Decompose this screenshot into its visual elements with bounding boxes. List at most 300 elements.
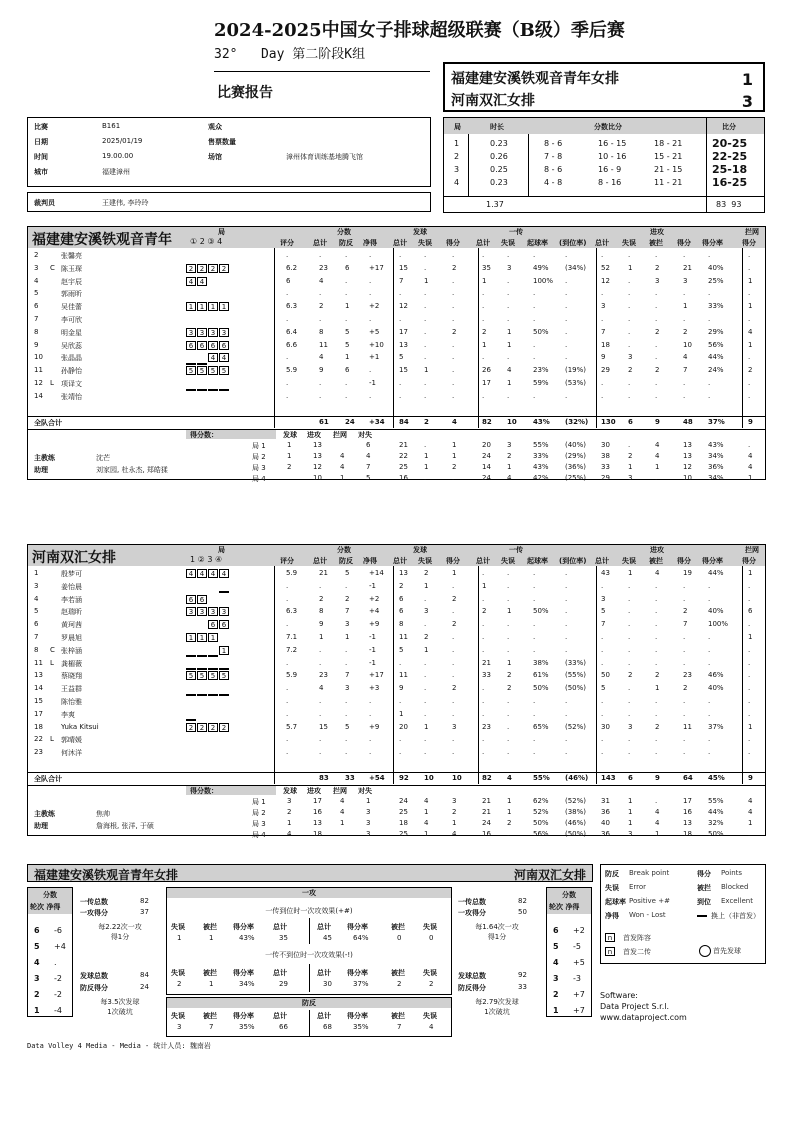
stat-value: . [369,276,372,285]
by-set-serve: 2 [287,808,292,816]
player-name: 吴佳蕾 [61,303,82,312]
stat-value: . [345,379,348,387]
start-position: 5 [208,671,218,680]
set-partial-16: 10 - 16 [598,152,627,161]
total-value: 9 [748,417,753,426]
away-def-pts: 33 [518,983,527,991]
sub-marker [219,694,229,696]
player-number: 4 [34,276,39,285]
by-set-value: 4 [424,819,429,827]
by-set-value: 36% [708,462,724,471]
rotation-number: 6 [34,926,40,935]
legend-desc: Excellent [721,897,753,905]
stat-value: 19 [683,569,692,577]
sub-marker [186,389,196,391]
by-set-value: 1 [628,819,633,827]
stat-value: . [748,391,751,400]
stat-value: 18 [601,340,610,349]
set-partial-21: 15 - 21 [654,152,683,161]
player-role: L [50,658,54,667]
col-head: 总计 [313,239,327,247]
stat-value: . [533,697,536,705]
audience-label: 观众 [208,123,222,131]
group-serve: 发球 [413,228,427,236]
attack-value: 0 [397,934,402,942]
stat-value: 2 [748,366,753,375]
legend-desc: Blocked [721,883,749,891]
rotation-number: 3 [553,974,559,983]
stat-value: . [565,289,568,298]
stat-value: 2 [319,594,324,603]
stat-value: . [565,276,568,285]
stat-value: 2 [452,620,457,629]
coach-label: 主教练 [34,453,55,462]
stat-value: . [683,289,686,298]
defense-head: 失误 [171,1012,185,1020]
by-set-value: 1 [628,808,633,816]
stat-value: . [319,645,322,654]
stat-value: . [424,735,427,744]
stat-value: 1 [482,581,487,590]
set-duration: 0.23 [490,178,508,187]
stat-value: 50% [533,607,549,616]
stat-value: . [565,735,568,744]
set-score: 22-25 [712,150,748,163]
col-head: 起球率 [527,557,548,565]
stat-value: . [452,340,455,349]
player-name: 项译文 [61,380,82,388]
player-name: Yuka Kitsui [61,722,99,731]
stat-value: 9 [601,353,606,362]
by-set-opp-err: 5 [366,473,371,482]
stat-value: . [601,709,604,718]
sub-marker [208,668,218,670]
by-set-value: 14 [482,462,491,471]
col-separator [742,248,743,428]
player-role: L [50,735,54,744]
stat-value: -1 [369,645,376,654]
by-set-value: 1 [452,440,457,449]
set-partial-8: 4 - 8 [544,178,563,187]
stat-value: . [319,581,322,590]
stat-value: 26 [482,366,491,375]
player-name: 郭雨昕 [61,290,82,299]
stat-value: . [628,748,631,757]
stat-value: . [452,276,455,285]
set-duration: 0.25 [490,165,508,174]
stat-value: . [748,620,751,629]
stat-value: . [507,251,510,259]
defense-head: 得分率 [233,1012,254,1020]
away-att-pts-label: 一攻得分 [458,909,486,917]
stat-value: . [683,391,686,400]
stat-value: 2 [628,366,633,375]
player-sets [186,723,230,742]
by-set-head: 拦网 [333,787,347,795]
rotation-net: -3 [573,974,581,983]
stat-value: . [452,366,455,375]
sub-marker [219,591,229,593]
stat-value: 21 [319,569,328,577]
report-label: 比赛报告 [217,85,273,101]
col-head: 防反 [339,239,353,247]
start-position: 1 [208,302,218,311]
away-team-name: 河南双汇女排 [451,93,535,109]
by-set-value: 1 [748,819,753,827]
stat-value: . [533,340,536,349]
stat-value: 40% [708,607,724,616]
stat-value: 23% [533,366,549,375]
stat-value: . [507,645,510,654]
time-label: 时间 [34,153,48,161]
stat-value: . [565,607,568,616]
col-head: 总计 [595,557,609,565]
stat-value: 5 [345,327,350,336]
stat-value: . [286,620,289,629]
stat-value: . [507,353,510,362]
stat-value: . [683,709,686,718]
stat-value: 1 [452,569,457,577]
stat-value: 1 [319,633,324,641]
group-attack: 进攻 [650,546,664,554]
stat-value: 6 [345,366,350,375]
stat-value: +9 [369,722,380,731]
by-set-value: (36%) [565,462,587,471]
stat-value: . [345,645,348,654]
stat-value: . [601,379,604,387]
stat-value: . [683,633,686,641]
by-set-value: (40%) [565,440,587,449]
player-name: 罗晨旭 [61,634,82,642]
stat-value: . [286,289,289,298]
stat-value: . [286,353,289,362]
player-name: 李若涵 [61,595,82,604]
by-set-block: 4 [340,451,345,460]
stat-value: . [533,251,536,259]
player-name: 蔡晓翔 [61,672,82,681]
col-head: 得分 [446,239,460,247]
stat-value: . [319,289,322,298]
away-rot-title: 分数 [562,891,576,899]
stat-value: 3 [452,722,457,731]
stat-value: 40% [708,263,724,272]
footer-credit: Data Volley 4 Media - Media - 统计人员: 魏南岩 [27,1042,211,1050]
player-number: 14 [34,684,43,693]
by-set-value: 1 [655,462,660,471]
player-number: 7 [34,315,39,323]
sets-total-points: 83 93 [716,200,742,209]
legend-term: 到位 [697,898,711,906]
by-set-value: . [424,473,427,482]
by-set-value: 13 [683,440,692,449]
stat-value: 2 [655,263,660,272]
attack-head: 失误 [171,969,185,977]
stat-value: . [533,315,536,323]
stat-value: 11 [399,633,408,641]
start-position: 3 [219,607,229,616]
stat-value: 6.4 [286,327,298,336]
stat-value: 7.1 [286,633,298,641]
stat-value: . [424,353,427,362]
stat-value: . [286,391,289,400]
by-set-value: (50%) [565,830,587,838]
legend-term: 得分 [697,870,711,878]
stat-value: . [628,327,631,336]
sets-total-duration: 1.37 [486,200,504,209]
stat-value: . [369,251,372,259]
by-set-value: 1 [628,797,633,805]
stat-value: . [482,391,485,400]
stat-value: +3 [369,684,380,693]
stat-value: . [507,735,510,744]
legend-term: 防反 [605,870,619,878]
by-set-attack: 18 [313,830,322,838]
stat-value: . [655,697,658,705]
start-position: 1 [197,633,207,642]
stat-value: . [424,697,427,705]
total-label: 全队合计 [34,775,62,783]
stat-value: (55%) [565,671,587,680]
home-att-pts: 37 [140,908,149,916]
sub-marker [186,655,196,657]
col-head: 失误 [622,239,636,247]
by-set-block: 1 [340,473,345,482]
by-set-value: 34% [708,451,724,460]
attack-head: 被拦 [391,923,405,931]
city-label: 城市 [34,168,48,176]
stat-value: . [655,251,658,259]
player-name: 张梓涵 [61,646,82,655]
total-value: 43% [533,417,550,426]
stat-value: . [452,735,455,744]
player-number: 8 [34,327,39,336]
page-subtitle: 32° Day 第二阶段K组 [214,47,366,62]
legend-term: 净得 [605,912,619,920]
col-head: 失误 [418,239,432,247]
player-name: 吴欣蕊 [61,341,82,350]
home-rotation-box [27,887,73,1017]
start-position: 2 [219,264,229,273]
col-head: 得分 [742,239,756,247]
stat-value: . [369,366,372,375]
stat-value: . [533,735,536,744]
stat-value: 1 [424,276,429,285]
start-position: 6 [186,595,196,604]
defense-value: 35% [239,1023,255,1031]
rotation-number: 2 [34,990,40,999]
home-rot-title: 分数 [43,891,57,899]
by-set-value: . [424,440,427,449]
by-set-value: 1 [507,808,512,816]
stat-value: . [507,620,510,629]
stat-value: 59% [533,379,549,387]
stat-value: . [655,594,658,603]
set-number: 3 [454,165,460,174]
stat-value: 2 [655,366,660,375]
by-set-value: 24 [399,797,408,805]
start-position: 3 [208,607,218,616]
total-value: 2 [424,417,429,426]
match-label: 比赛 [34,123,48,131]
by-set-value: 25 [399,808,408,816]
stat-value: . [507,276,510,285]
good-rec-label: 一传到位时一次攻效果(+#) [265,907,353,915]
by-set-value: 3 [628,830,633,838]
stat-value: . [708,251,711,259]
start-position: 6 [208,620,218,629]
by-set-value: 2 [452,462,457,471]
stat-value: . [286,735,289,744]
stat-value: 13 [399,340,408,349]
total-value: 61 [319,417,329,426]
stat-value: . [482,315,485,323]
by-set-value: 4 [655,440,660,449]
player-number: 3 [34,581,39,590]
stat-value: . [748,315,751,323]
by-set-value: 52% [533,808,549,816]
rotation-net: +5 [573,958,585,967]
total-value: 92 [399,774,409,782]
by-set-value: . [507,830,510,838]
home-rec-total-label: 一传总数 [80,898,108,906]
stat-value: . [452,581,455,590]
start-position: 5 [219,671,229,680]
stat-value: 15 [399,366,408,375]
stat-value: . [533,620,536,629]
sub-marker [197,363,207,365]
total-value: 143 [601,774,616,782]
stat-value: . [424,684,427,693]
stat-value: . [748,263,751,272]
set-number: 1 [454,139,460,148]
by-set-row-label: 局 4 [252,831,266,839]
player-name: 张馨亮 [61,252,82,260]
stat-value: . [683,594,686,603]
stat-value: 6 [399,594,404,603]
rotation-net: -2 [54,990,62,999]
stat-value: . [628,302,631,311]
start-position: 2 [197,723,207,732]
stat-value: . [345,709,348,718]
player-number: 7 [34,633,39,641]
total-value: 82 [482,774,492,782]
stat-value: . [399,391,402,400]
by-set-value: 16 [399,473,408,482]
stat-value: . [601,645,604,654]
start-position: 4 [197,569,207,578]
total-value: 64 [683,774,693,782]
col-head: 总计 [313,557,327,565]
by-set-value: 18 [399,819,408,827]
start-position: 3 [219,328,229,337]
stat-value: . [452,709,455,718]
stat-value: . [655,379,658,387]
stat-value: . [601,581,604,590]
defense-value: 3 [177,1023,182,1031]
stat-value: . [424,748,427,757]
total-value: 130 [601,417,616,426]
stat-value: . [748,251,751,259]
stat-value: 6 [748,607,753,616]
rotation-net: . [54,958,57,967]
stat-value: . [424,594,427,603]
start-position: 5 [197,671,207,680]
stat-value: . [286,594,289,603]
stat-value: (50%) [565,684,587,693]
stat-value: 2 [345,594,350,603]
stat-value: . [655,315,658,323]
stat-value: . [708,379,711,387]
player-name: 郭晴媛 [61,736,82,745]
stat-value: 21 [482,658,491,667]
stat-value: . [286,684,289,693]
start-position: 5 [186,366,196,375]
venue-label: 场馆 [208,153,222,161]
total-value: 4 [452,417,457,426]
set-circles: 1 ② 3 ④ [190,555,223,564]
stat-value: . [319,735,322,744]
stat-value: . [319,709,322,718]
stat-value: 5 [399,645,404,654]
player-number: 22 [34,735,43,744]
stat-value: . [482,594,485,603]
col-head: 失误 [622,557,636,565]
stat-value: 3 [507,263,512,272]
defense-value: 68 [323,1023,332,1031]
stat-value: 49% [533,263,549,272]
stat-value: 43 [601,569,610,577]
start-position: 6 [219,341,229,350]
stat-value: . [507,594,510,603]
stat-value: 5 [345,569,350,577]
stat-value: . [708,735,711,744]
stat-value: 1 [424,722,429,731]
stat-value: . [369,735,372,744]
by-set-value: 2 [452,808,457,816]
by-set-block: 1 [340,819,345,827]
stat-value: . [655,581,658,590]
col-separator [478,248,479,428]
stat-value: . [399,735,402,744]
player-number: 6 [34,620,39,629]
col-separator [393,248,394,428]
stat-value: . [565,633,568,641]
by-set-value: 30 [601,440,610,449]
stat-value: . [399,289,402,298]
match-date: 2025/01/19 [102,137,143,145]
stat-value: 2 [507,671,512,680]
stat-value: . [683,251,686,259]
col-head: 总计 [476,557,490,565]
stat-value: . [748,645,751,654]
stat-value: 4 [507,366,512,375]
by-set-opp-err: 7 [366,462,371,471]
stat-value: 1 [345,353,350,362]
stat-value: -1 [369,658,376,667]
stat-value: . [319,748,322,757]
stat-value: 1 [424,366,429,375]
stat-value: 2 [683,607,688,616]
stat-value: . [683,315,686,323]
col-head: 净得 [363,557,377,565]
stat-value: . [655,735,658,744]
stat-value: . [369,709,372,718]
stat-value: . [628,379,631,387]
stat-value: +5 [369,327,380,336]
legend-desc: Positive +# [629,897,670,905]
by-set-value: 36 [601,808,610,816]
by-set-label: 得分数： [190,787,218,795]
